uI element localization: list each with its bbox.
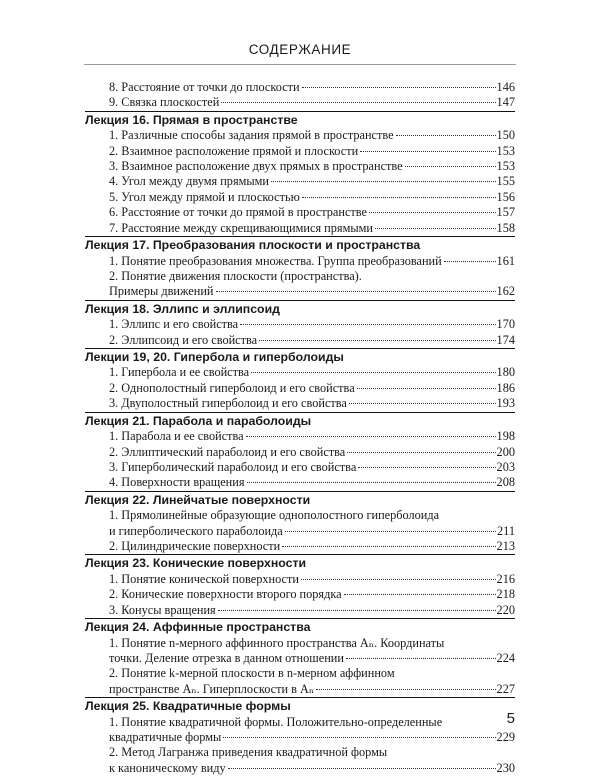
toc-entry-title: 3. Взаимное расположение двух прямых в пространстве	[109, 159, 403, 174]
toc-entry-page: 170	[496, 317, 515, 332]
toc-entry	[85, 80, 515, 95]
toc-entry-title: к каноническому виду	[109, 760, 226, 775]
toc-entry-page: 229	[496, 730, 515, 744]
toc-entry	[85, 445, 515, 460]
toc-entry-title: 1. Парабола и ее свойства	[109, 429, 244, 444]
toc-entry-title: 8. Расстояние от точки до плоскости	[109, 80, 300, 94]
toc-entry-title: 1. Гипербола и ее свойства	[109, 365, 250, 380]
toc-entry-title: 2. Цилиндрические поверхности	[109, 538, 281, 553]
toc-entry-page: 153	[496, 143, 515, 158]
running-header: СОДЕРЖАНИЕ	[248, 42, 352, 57]
toc-entry	[85, 603, 515, 618]
dot-leader	[285, 530, 496, 532]
toc-entry	[85, 636, 515, 651]
lecture-heading: Лекция 16. Прямая в пространстве	[85, 111, 515, 129]
lecture-heading: Лекции 19, 20. Гипербола и гиперболоиды	[85, 348, 515, 366]
toc-entry-page: 203	[496, 459, 515, 474]
dot-leader	[358, 466, 495, 468]
toc-entry	[85, 128, 515, 143]
toc-entry-page: 198	[496, 429, 515, 444]
lecture-heading: Лекция 22. Линейчатые поверхности	[85, 491, 515, 509]
toc-entry-page: 157	[496, 205, 515, 220]
toc-entry-title: 3. Двуполостный гиперболоид и его свойства	[109, 396, 347, 411]
toc-entry-page: 153	[496, 159, 515, 174]
dot-leader	[302, 196, 496, 198]
toc-entry	[85, 396, 515, 411]
toc-entry-title: 2. Понятие k-мерной плоскости в n-мерном аффинном	[109, 666, 395, 681]
dot-leader	[347, 451, 495, 453]
page-number: 5	[506, 710, 515, 727]
toc-entry-title: 2. Понятие движения плоскости (пространства).	[109, 268, 362, 283]
toc-entry	[85, 651, 515, 666]
dot-leader	[247, 481, 496, 483]
toc-entry-title: 4. Поверхности вращения	[109, 475, 245, 490]
toc-entry-title: 7. Расстояние между скрещивающимися прямыми	[109, 220, 373, 235]
toc-entry-title: 2. Конические поверхности второго порядка	[109, 587, 342, 602]
toc-entry-page: 186	[496, 380, 515, 395]
toc-entry-page: 162	[496, 284, 515, 299]
toc-entry-title: 1. Эллипс и его свойства	[109, 317, 239, 332]
dot-leader	[223, 736, 495, 738]
toc-entry	[85, 682, 515, 697]
toc-entry-page: 230	[496, 760, 515, 775]
toc-entry-title: 6. Расстояние от точки до прямой в пространстве	[109, 205, 367, 220]
toc-entry-title: 1. Различные способы задания прямой в пространстве	[109, 128, 394, 143]
toc-entry-page: 161	[496, 253, 515, 268]
toc-entry	[85, 174, 515, 189]
dot-leader	[302, 86, 496, 88]
dot-leader	[221, 101, 495, 103]
toc-entry-title: 3. Конусы вращения	[109, 602, 216, 617]
dot-leader	[316, 688, 495, 690]
dot-leader	[301, 578, 496, 580]
dot-leader	[246, 435, 496, 437]
toc-entry	[85, 254, 515, 269]
toc-entry-page: 218	[496, 587, 515, 602]
lecture-heading: Лекция 17. Преобразования плоскости и пространства	[85, 236, 515, 254]
toc-entry-page: 220	[496, 602, 515, 617]
dot-leader	[228, 767, 496, 769]
toc-entry	[85, 572, 515, 587]
toc-entry-page: 211	[497, 523, 515, 538]
toc-entry	[85, 508, 515, 523]
dot-leader	[282, 545, 495, 547]
toc-entry	[85, 144, 515, 159]
toc-entry-page: 224	[496, 650, 515, 665]
toc-entry	[85, 745, 515, 760]
toc-entry	[85, 95, 515, 110]
lecture-heading: Лекция 25. Квадратичные формы	[85, 697, 515, 715]
lecture-heading: Лекция 18. Эллипс и эллипсоид	[85, 300, 515, 318]
toc-entry	[85, 715, 515, 730]
toc-entry	[85, 317, 515, 332]
toc-entry	[85, 539, 515, 554]
toc-entry-title: Примеры движений	[109, 284, 214, 299]
dot-leader	[271, 180, 496, 182]
toc-entry	[85, 381, 515, 396]
toc-entry	[85, 269, 515, 284]
toc-entry-title: 2. Однополостный гиперболоид и его свойства	[109, 380, 355, 395]
table-of-contents	[85, 80, 515, 776]
toc-entry-page: 150	[496, 128, 515, 143]
toc-entry	[85, 429, 515, 444]
toc-entry	[85, 221, 515, 236]
dot-leader	[216, 290, 496, 292]
toc-entry-page: 216	[496, 571, 515, 586]
toc-entry-title: 1. Понятие квадратичной формы. Положительно-определенные	[109, 714, 443, 729]
toc-entry-title: 1. Понятие преобразования множества. Группа преобразований	[109, 253, 442, 268]
toc-entry-title: 1. Прямолинейные образующие однополостного гиперболоида	[109, 508, 440, 523]
toc-entry	[85, 333, 515, 348]
toc-entry	[85, 587, 515, 602]
dot-leader	[251, 371, 495, 373]
dot-leader	[444, 260, 496, 262]
dot-leader	[346, 657, 496, 659]
toc-entry-title: 2. Метод Лагранжа приведения квадратичной формы	[109, 745, 388, 760]
toc-entry-title: 9. Связка плоскостей	[109, 95, 220, 110]
toc-entry-title: пространстве Aₙ. Гиперплоскости в Aₙ	[109, 681, 315, 696]
toc-entry	[85, 730, 515, 745]
toc-entry-title: 2. Эллипсоид и его свойства	[109, 332, 258, 347]
toc-entry-page: 193	[496, 396, 515, 411]
dot-leader	[405, 165, 496, 167]
dot-leader	[240, 323, 495, 325]
dot-leader	[344, 593, 496, 595]
toc-entry-page: 147	[496, 95, 515, 110]
dot-leader	[360, 150, 495, 152]
toc-entry	[85, 666, 515, 681]
toc-entry-title: 2. Эллиптический параболоид и его свойства	[109, 444, 346, 459]
dot-leader	[357, 387, 496, 389]
dot-leader	[349, 402, 496, 404]
toc-entry	[85, 761, 515, 776]
lecture-heading: Лекция 21. Парабола и параболоиды	[85, 412, 515, 430]
toc-entry-title: 2. Взаимное расположение прямой и плоскости	[109, 143, 359, 158]
toc-entry	[85, 159, 515, 174]
toc-entry-title: 1. Понятие n-мерного аффинного пространства Aₙ. Координаты	[109, 635, 445, 650]
dot-leader	[218, 609, 496, 611]
toc-entry-page: 174	[496, 332, 515, 347]
toc-entry-page: 213	[496, 538, 515, 553]
toc-entry-title: 3. Гиперболический параболоид и его свойства	[109, 459, 357, 474]
header-rule	[84, 64, 516, 65]
toc-entry-title: точки. Деление отрезка в данном отношении	[109, 650, 344, 665]
toc-entry	[85, 460, 515, 475]
lecture-heading: Лекция 24. Аффинные пространства	[85, 618, 515, 636]
toc-entry	[85, 205, 515, 220]
toc-entry	[85, 284, 515, 299]
dot-leader	[396, 134, 496, 136]
dot-leader	[369, 211, 496, 213]
toc-entry-page: 227	[496, 681, 515, 696]
toc-entry-page: 208	[496, 475, 515, 490]
toc-entry-page: 158	[496, 220, 515, 235]
toc-entry-page: 146	[496, 80, 515, 94]
toc-entry-page: 200	[496, 444, 515, 459]
toc-entry-page: 180	[496, 365, 515, 380]
toc-entry-title: и гиперболического параболоида	[109, 523, 283, 538]
toc-entry-title: 4. Угол между двумя прямыми	[109, 174, 270, 189]
toc-entry	[85, 524, 515, 539]
toc-entry-title: 5. Угол между прямой и плоскостью	[109, 189, 300, 204]
toc-entry-title: квадратичные формы	[109, 730, 222, 744]
toc-entry-title: 1. Понятие конической поверхности	[109, 571, 299, 586]
dot-leader	[375, 227, 496, 229]
toc-entry	[85, 190, 515, 205]
dot-leader	[259, 339, 495, 341]
toc-entry	[85, 365, 515, 380]
toc-entry-page: 156	[496, 189, 515, 204]
toc-entry	[85, 475, 515, 490]
toc-entry-page: 155	[496, 174, 515, 189]
lecture-heading: Лекция 23. Конические поверхности	[85, 554, 515, 572]
